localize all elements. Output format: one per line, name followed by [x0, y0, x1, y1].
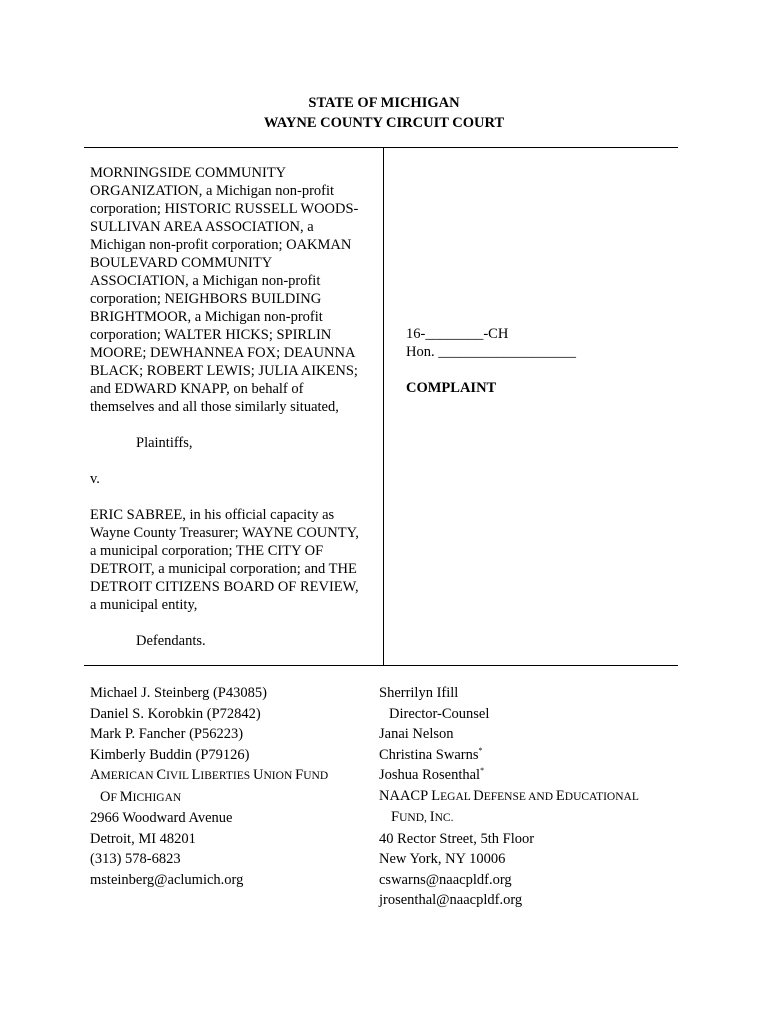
plaintiffs-line: corporation; HISTORIC RUSSELL WOODS-	[90, 201, 359, 217]
plaintiffs-line: BRIGHTMOOR, a Michigan non-profit	[90, 309, 323, 325]
email-address: jrosenthal@naacpldf.org	[379, 892, 523, 908]
document-title: COMPLAINT	[406, 380, 497, 396]
plaintiffs-line: corporation; WALTER HICKS; SPIRLIN	[90, 327, 332, 343]
court-heading	[0, 93, 768, 133]
caption-bottom-rule	[84, 665, 678, 666]
attorney-name: Michael J. Steinberg (P43085)	[90, 685, 267, 701]
attorney-name: Kimberly Buddin (P79126)	[90, 746, 250, 763]
naacp-counsel-block	[379, 683, 679, 911]
attorney-name: Sherrilyn Ifill	[379, 685, 459, 701]
caption-top-rule	[84, 147, 678, 148]
defendants-line: DETROIT, a municipal corporation; and THE	[90, 561, 357, 577]
defendants-line: DETROIT CITIZENS BOARD OF REVIEW,	[90, 579, 359, 595]
case-number: 16-________-CH	[406, 326, 509, 342]
organization-name-line1: AMERICAN CIVIL LIBERTIES UNION FUND	[90, 767, 329, 783]
phone-number: (313) 578-6823	[90, 851, 181, 867]
email-address: cswarns@naacpldf.org	[379, 871, 512, 888]
plaintiffs-label: Plaintiffs,	[136, 435, 193, 451]
organization-name-line2: OF MICHIGAN	[100, 788, 182, 805]
street-address: 2966 Woodward Avenue	[90, 810, 233, 826]
plaintiffs-line: Michigan non-profit corporation; OAKMAN	[90, 237, 352, 253]
plaintiffs-block	[90, 164, 382, 416]
plaintiffs-line: and EDWARD KNAPP, on behalf of	[90, 381, 304, 397]
street-address: 40 Rector Street, 5th Floor	[379, 830, 535, 847]
caption-parties	[90, 164, 382, 650]
plaintiffs-line: BOULEVARD COMMUNITY	[90, 255, 273, 271]
state-name: STATE OF MICHIGAN	[308, 95, 460, 111]
footnote-marker: *	[478, 745, 483, 755]
attorney-name: Daniel S. Korobkin (P72842)	[90, 705, 261, 722]
defendants-line: ERIC SABREE, in his official capacity as	[90, 507, 335, 523]
plaintiffs-line: themselves and all those similarly situated,	[90, 399, 339, 415]
plaintiffs-line: ASSOCIATION, a Michigan non-profit	[90, 273, 321, 289]
caption-divider	[383, 147, 384, 665]
plaintiffs-line: SULLIVAN AREA ASSOCIATION, a	[90, 219, 314, 235]
footnote-marker: *	[480, 766, 485, 776]
attorney-name: Joshua Rosenthal*	[379, 766, 485, 783]
defendants-label: Defendants.	[136, 633, 206, 649]
plaintiffs-line: MOORE; DEWHANNEA FOX; DEAUNNA	[90, 345, 356, 361]
city-state-zip: Detroit, MI 48201	[90, 830, 196, 847]
attorney-name: Christina Swarns*	[379, 745, 483, 763]
organization-name-line2: FUND, INC.	[391, 809, 454, 825]
plaintiffs-line: ORGANIZATION, a Michigan non-profit	[90, 183, 335, 199]
case-info	[406, 325, 666, 397]
plaintiffs-line: MORNINGSIDE COMMUNITY	[90, 165, 287, 181]
versus: v.	[90, 471, 100, 487]
court-name: WAYNE COUNTY CIRCUIT COURT	[263, 115, 505, 131]
attorney-name: Janai Nelson	[379, 726, 454, 742]
organization-name-line1: NAACP LEGAL DEFENSE AND EDUCATIONAL	[379, 787, 639, 804]
plaintiffs-line: BLACK; ROBERT LEWIS; JULIA AIKENS;	[90, 363, 358, 379]
defendants-block	[90, 506, 382, 614]
defendants-line: a municipal corporation; THE CITY OF	[90, 543, 324, 559]
plaintiffs-line: corporation; NEIGHBORS BUILDING	[90, 291, 322, 307]
attorney-name: Mark P. Fancher (P56223)	[90, 726, 244, 742]
city-state-zip: New York, NY 10006	[379, 851, 506, 867]
email-address: msteinberg@aclumich.org	[90, 871, 244, 888]
aclu-counsel-block	[90, 683, 375, 890]
attorney-title: Director-Counsel	[389, 705, 490, 722]
defendants-line: a municipal entity,	[90, 597, 198, 613]
judge-line: Hon. ___________________	[406, 344, 576, 360]
defendants-line: Wayne County Treasurer; WAYNE COUNTY,	[90, 525, 359, 541]
